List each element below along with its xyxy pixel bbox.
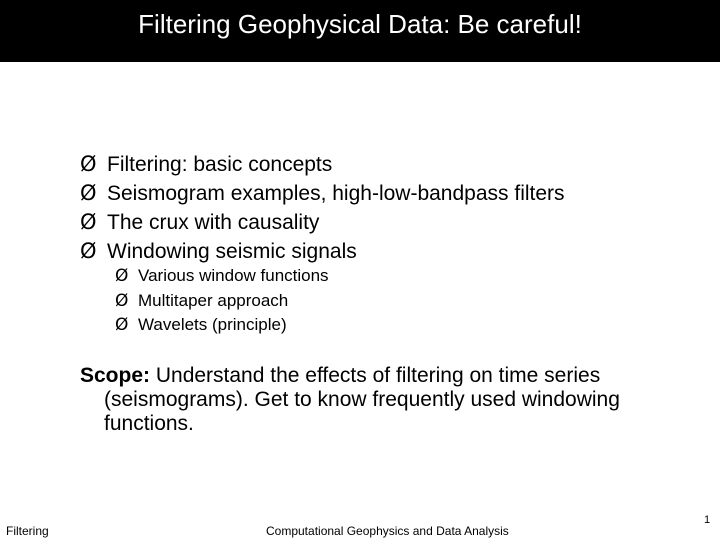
scope-line-2: (seismograms). Get to know frequently used windowing: [104, 388, 620, 411]
scope-text: Understand the effects of filtering on time series: [150, 364, 601, 387]
bullet-item: [80, 150, 565, 179]
bullet-item: [80, 237, 565, 266]
title-bar: [0, 0, 720, 62]
sub-bullet-item: [115, 289, 329, 314]
scope-label: Scope:: [80, 364, 151, 387]
arrow-bullet-icon: Ø: [115, 315, 129, 335]
bullet-text: Filtering: basic concepts: [107, 153, 333, 176]
main-bullet-list: [80, 150, 565, 266]
arrow-bullet-icon: Ø: [80, 152, 97, 176]
bullet-text: The crux with causality: [107, 211, 320, 234]
scope-line-1: [80, 364, 600, 387]
sub-bullet-text: Wavelets (principle): [138, 315, 287, 334]
arrow-bullet-icon: Ø: [115, 266, 129, 286]
bullet-text: Seismogram examples, high-low-bandpass filters: [107, 182, 565, 205]
footer-left: Filtering: [6, 524, 49, 538]
sub-bullet-text: Various window functions: [138, 266, 329, 285]
bullet-text: Windowing seismic signals: [107, 240, 357, 263]
sub-bullet-item: [115, 264, 329, 289]
arrow-bullet-icon: Ø: [80, 181, 97, 205]
slide-title: Filtering Geophysical Data: Be careful!: [138, 9, 582, 39]
scope-line-3: functions.: [104, 412, 194, 435]
footer-center: Computational Geophysics and Data Analysis: [266, 524, 509, 538]
sub-bullet-item: [115, 313, 329, 338]
bullet-item: [80, 208, 565, 237]
sub-bullet-list: [115, 264, 329, 338]
bullet-item: [80, 179, 565, 208]
arrow-bullet-icon: Ø: [115, 290, 129, 311]
sub-bullet-text: Multitaper approach: [138, 290, 289, 310]
arrow-bullet-icon: Ø: [80, 239, 97, 263]
scope-paragraph: [80, 364, 700, 436]
page-number: 1: [704, 514, 711, 526]
arrow-bullet-icon: Ø: [80, 210, 97, 234]
